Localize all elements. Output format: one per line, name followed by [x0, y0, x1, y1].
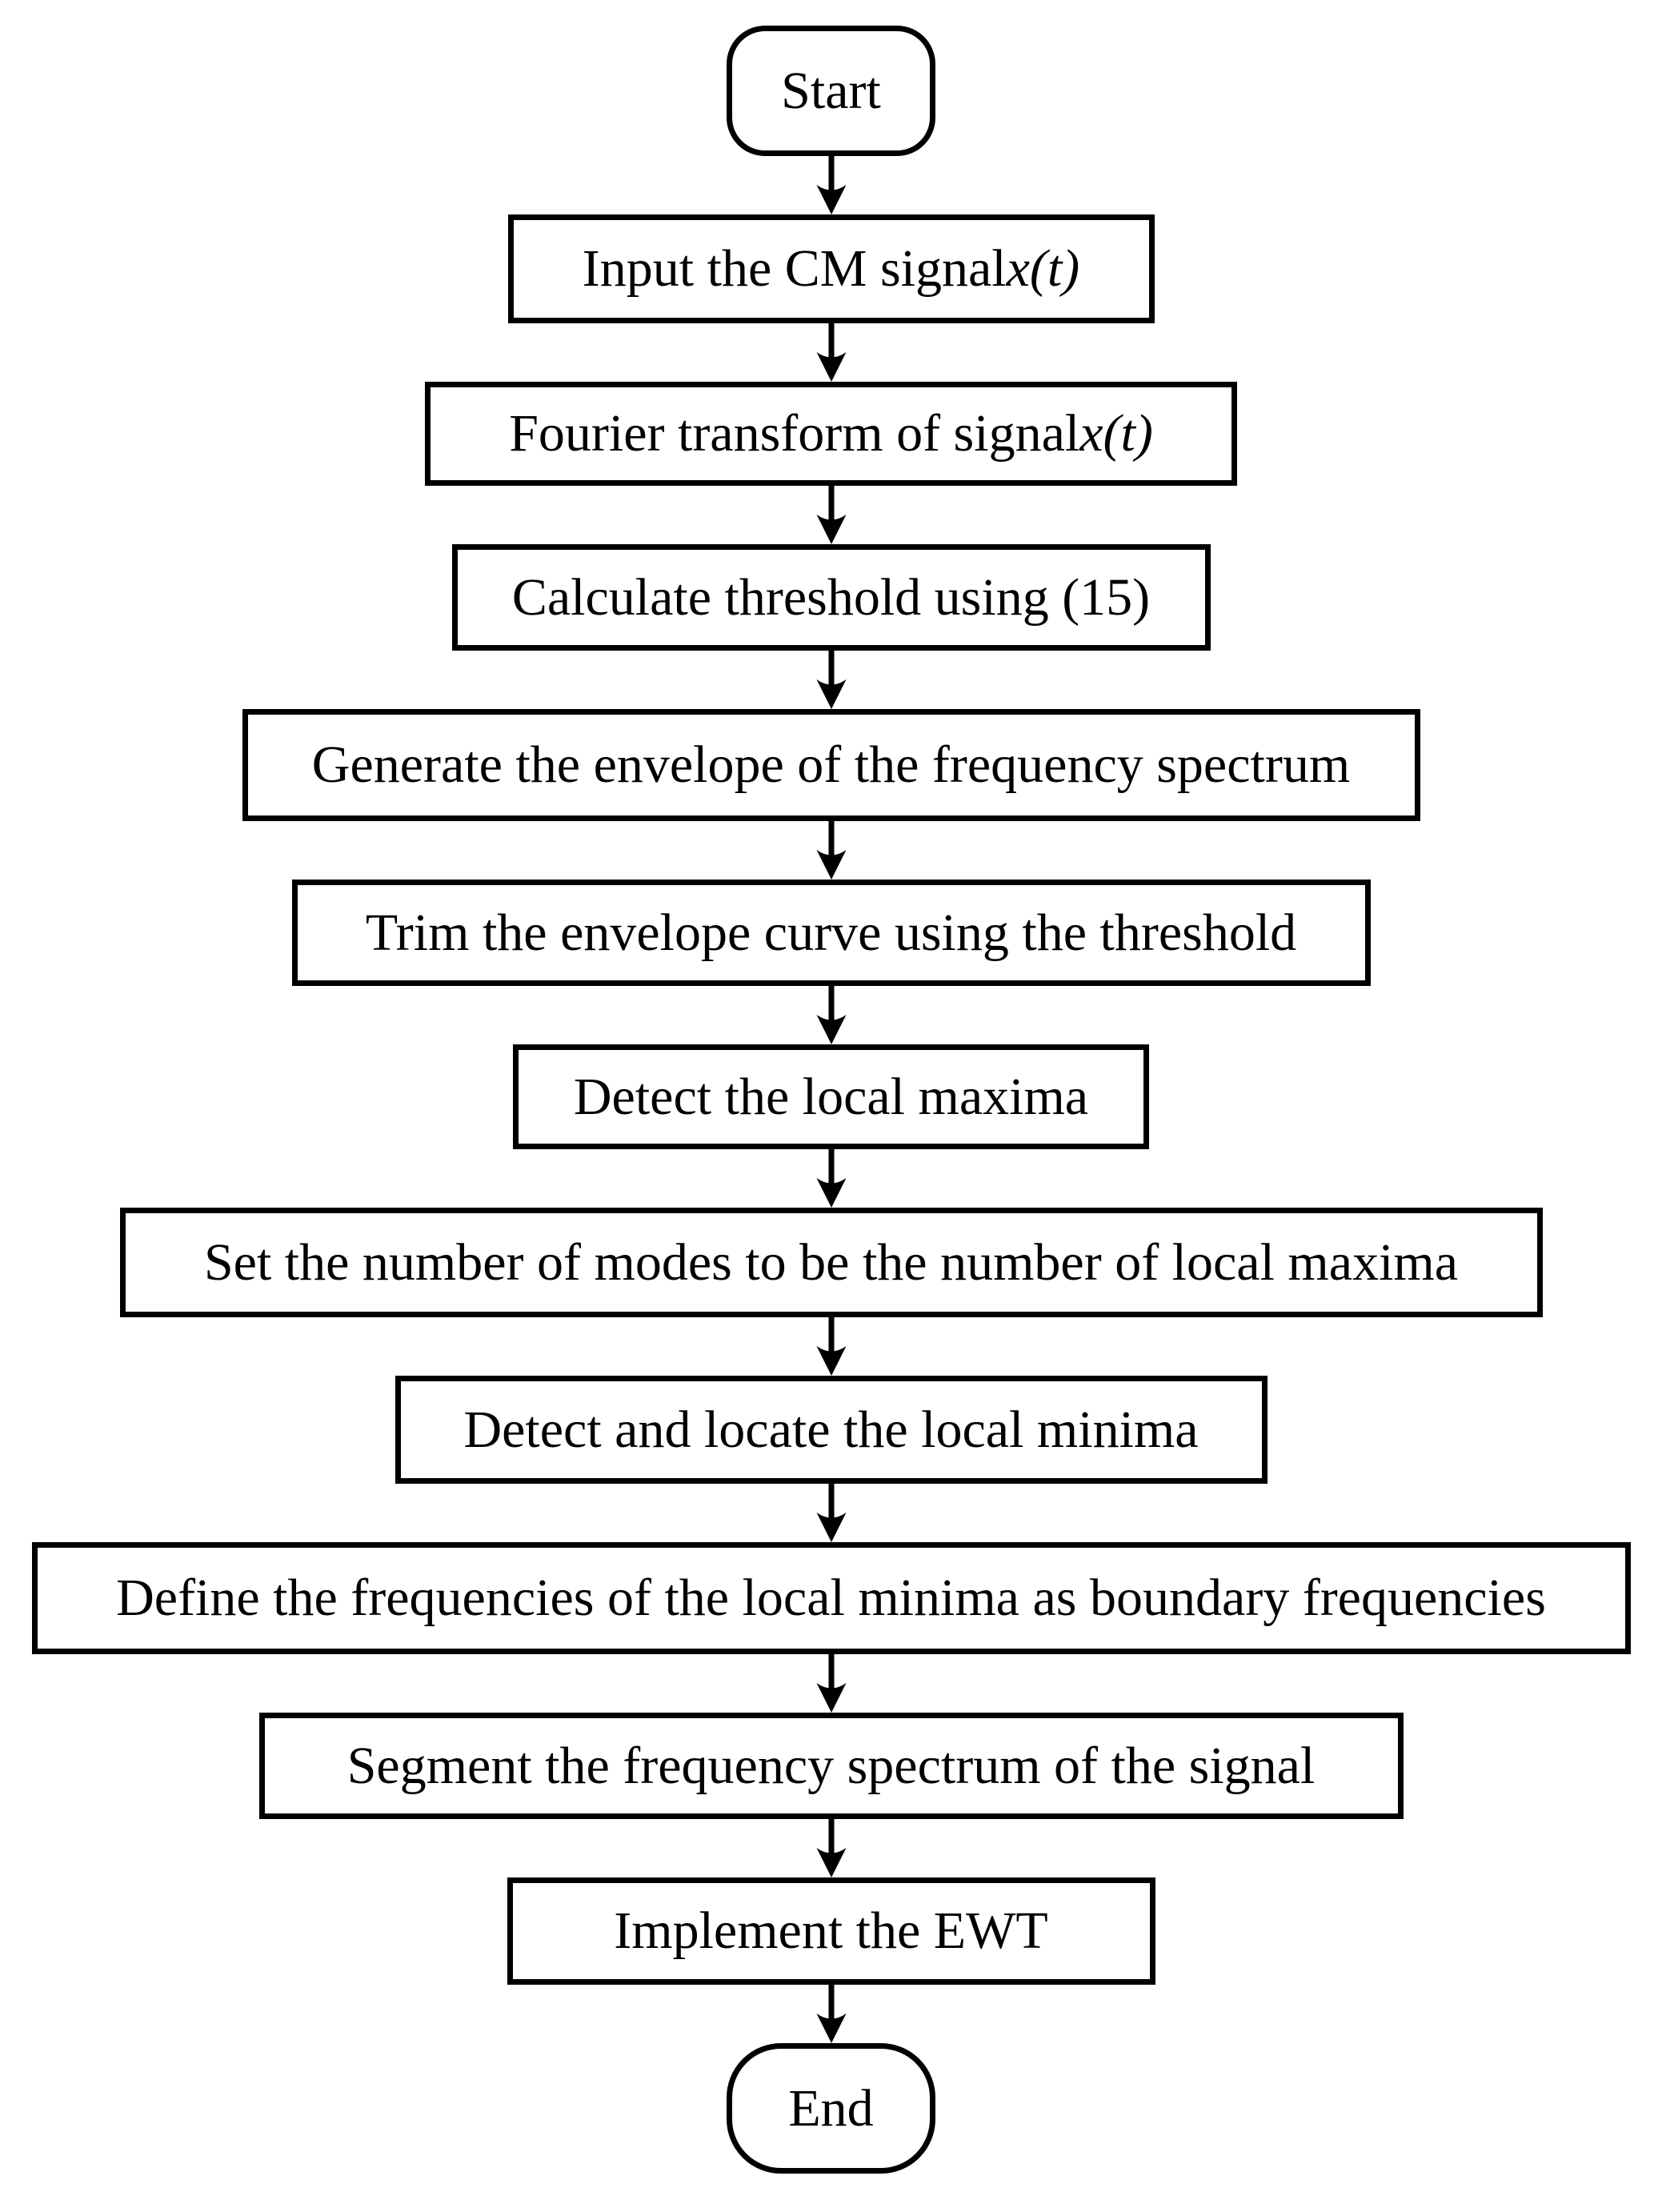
- node-trim-envelope: [292, 880, 1371, 986]
- arrow-detect-local-minima-to-define-boundary-frequencies: [799, 1484, 863, 1542]
- node-define-boundary-frequencies: [32, 1542, 1631, 1654]
- arrow-generate-envelope-to-trim-envelope: [799, 821, 863, 880]
- node-math-label: x(t): [1079, 404, 1153, 463]
- arrow-fourier-transform-to-calculate-threshold: [799, 486, 863, 544]
- arrow-define-boundary-frequencies-to-segment-spectrum: [799, 1654, 863, 1713]
- arrow-segment-spectrum-to-implement-ewt: [799, 1819, 863, 1877]
- node-label: Input the CM signal: [582, 239, 1007, 298]
- node-end: [727, 2043, 935, 2174]
- node-calculate-threshold: [452, 544, 1211, 651]
- node-segment-spectrum: [259, 1713, 1404, 1819]
- arrow-detect-local-maxima-to-set-number-of-modes: [799, 1149, 863, 1208]
- node-set-number-of-modes: [120, 1208, 1543, 1317]
- arrow-input-cm-signal-to-fourier-transform: [799, 323, 863, 382]
- node-start: [727, 26, 935, 156]
- node-label: Generate the envelope of the frequency spectrum: [311, 735, 1351, 794]
- node-fourier-transform: [425, 382, 1237, 486]
- node-label: Detect the local maxima: [573, 1067, 1089, 1126]
- arrow-start-to-input-cm-signal: [799, 156, 863, 214]
- node-label: Implement the EWT: [614, 1901, 1048, 1960]
- node-label: Detect and locate the local minima: [463, 1400, 1199, 1459]
- node-detect-local-maxima: [513, 1044, 1149, 1149]
- node-label: Trim the envelope curve using the threshold: [365, 903, 1297, 962]
- node-math-label: x(t): [1006, 239, 1080, 298]
- node-generate-envelope: [242, 709, 1420, 821]
- node-implement-ewt: [507, 1877, 1155, 1985]
- node-label: End: [788, 2078, 874, 2138]
- arrow-set-number-of-modes-to-detect-local-minima: [799, 1317, 863, 1376]
- arrow-trim-envelope-to-detect-local-maxima: [799, 986, 863, 1044]
- node-label: Fourier transform of signal: [509, 404, 1080, 463]
- arrow-calculate-threshold-to-generate-envelope: [799, 651, 863, 709]
- node-label: Start: [781, 61, 881, 120]
- node-label: Calculate threshold using (15): [511, 567, 1151, 627]
- node-label: Set the number of modes to be the number of local maxima: [203, 1232, 1459, 1292]
- arrow-implement-ewt-to-end: [799, 1985, 863, 2043]
- node-input-cm-signal: [508, 214, 1155, 323]
- node-detect-local-minima: [395, 1376, 1268, 1484]
- node-label: Segment the frequency spectrum of the signal: [346, 1736, 1316, 1795]
- node-label: Define the frequencies of the local minima as boundary frequencies: [116, 1569, 1546, 1627]
